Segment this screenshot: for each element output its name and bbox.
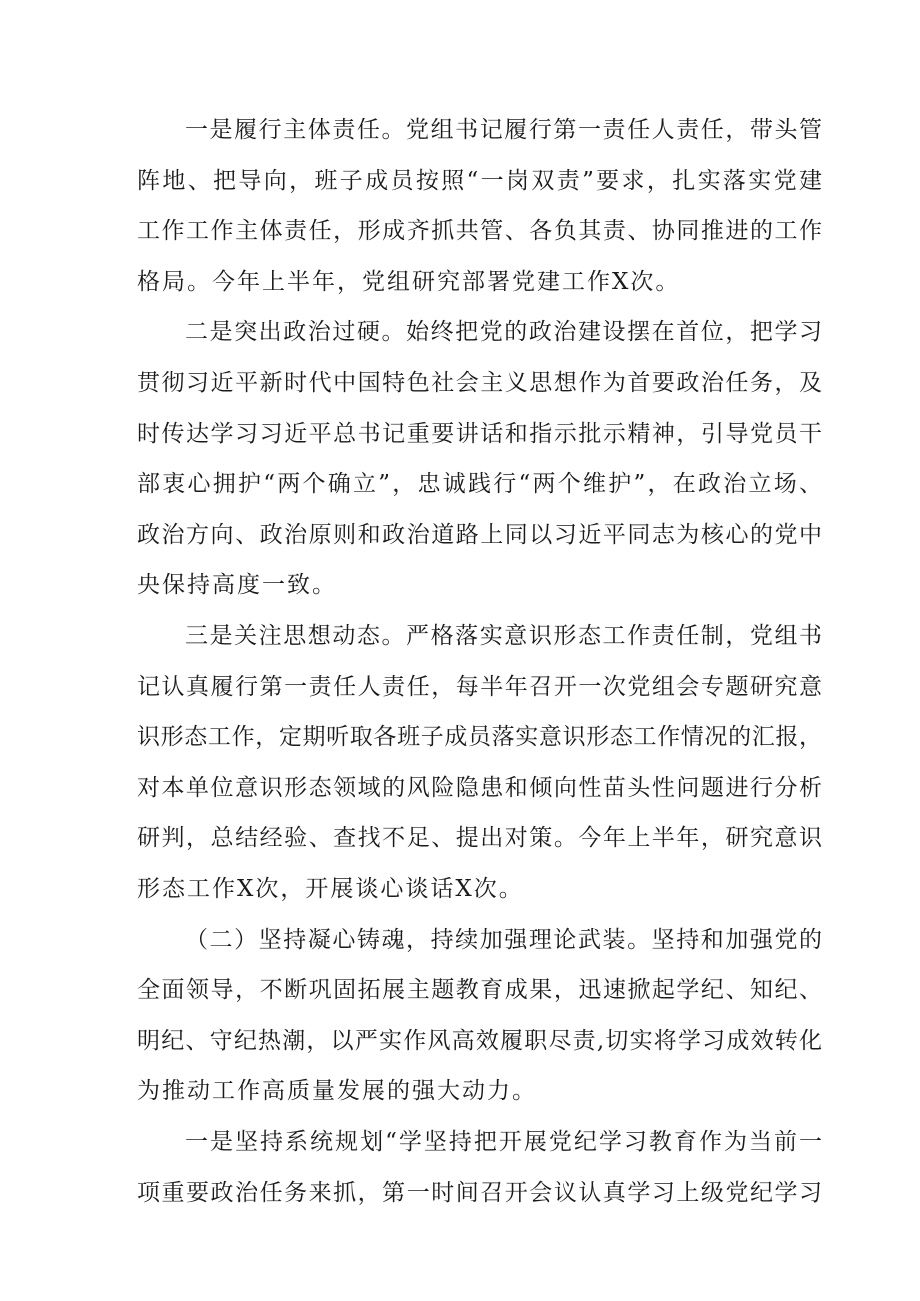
paragraph-line: 央保持高度一致。 xyxy=(137,572,337,599)
paragraph-first-line: （二）坚持凝心铸魂，持续加强理论武装。坚持和加强党的 xyxy=(185,926,822,953)
paragraph-line: 全面领导，不断巩固拓展主题教育成果，迅速掀起学纪、知纪、 xyxy=(137,977,822,1004)
paragraph-line: 部衷心拥护“两个确立”，忠诚践行“两个维护”，在政治立场、 xyxy=(137,471,822,498)
paragraph-line: 工作工作主体责任，形成齐抓共管、各负其责、协同推进的工作 xyxy=(137,218,822,245)
paragraph-line: 贯彻习近平新时代中国特色社会主义思想作为首要政治任务，及 xyxy=(137,370,822,396)
paragraph-line: 形态工作X次，开展谈心谈话X次。 xyxy=(137,876,524,902)
paragraph-first-line: 一是坚持系统规划“学坚持把开展党纪学习教育作为当前一 xyxy=(185,1129,822,1155)
paragraph-line: 识形态工作，定期听取各班子成员落实意识形态工作情况的汇报， xyxy=(137,724,822,751)
paragraph-first-line: 一是履行主体责任。党组书记履行第一责任人责任，带头管 xyxy=(185,117,822,143)
paragraph-line: 政治方向、政治原则和政治道路上同以习近平同志为核心的党中 xyxy=(137,521,822,548)
paragraph-first-line: 二是突出政治过硬。始终把党的政治建设摆在首位，把学习 xyxy=(185,319,822,346)
paragraph-line: 记认真履行第一责任人责任，每半年召开一次党组会专题研究意 xyxy=(137,673,822,700)
paragraph-line: 格局。今年上半年，党组研究部署党建工作X次。 xyxy=(137,268,681,295)
paragraph-line: 为推动工作高质量发展的强大动力。 xyxy=(137,1078,537,1105)
paragraph-line: 对本单位意识形态领域的风险隐患和倾向性苗头性问题进行分析 xyxy=(137,774,822,801)
paragraph-line: 明纪、守纪热潮，以严实作风高效履职尽责,切实将学习成效转化 xyxy=(137,1027,822,1054)
paragraph-line: 时传达学习习近平总书记重要讲话和指示批示精神，引导党员干 xyxy=(137,420,822,447)
paragraph-line: 阵地、把导向，班子成员按照“一岗双责”要求，扎实落实党建 xyxy=(137,167,822,194)
paragraph-line: 研判，总结经验、查找不足、提出对策。今年上半年，研究意识 xyxy=(137,825,822,852)
paragraph-line: 项重要政治任务来抓，第一时间召开会议认真学习上级党纪学习 xyxy=(137,1179,822,1206)
paragraph-first-line: 三是关注思想动态。严格落实意识形态工作责任制，党组书 xyxy=(185,623,822,649)
